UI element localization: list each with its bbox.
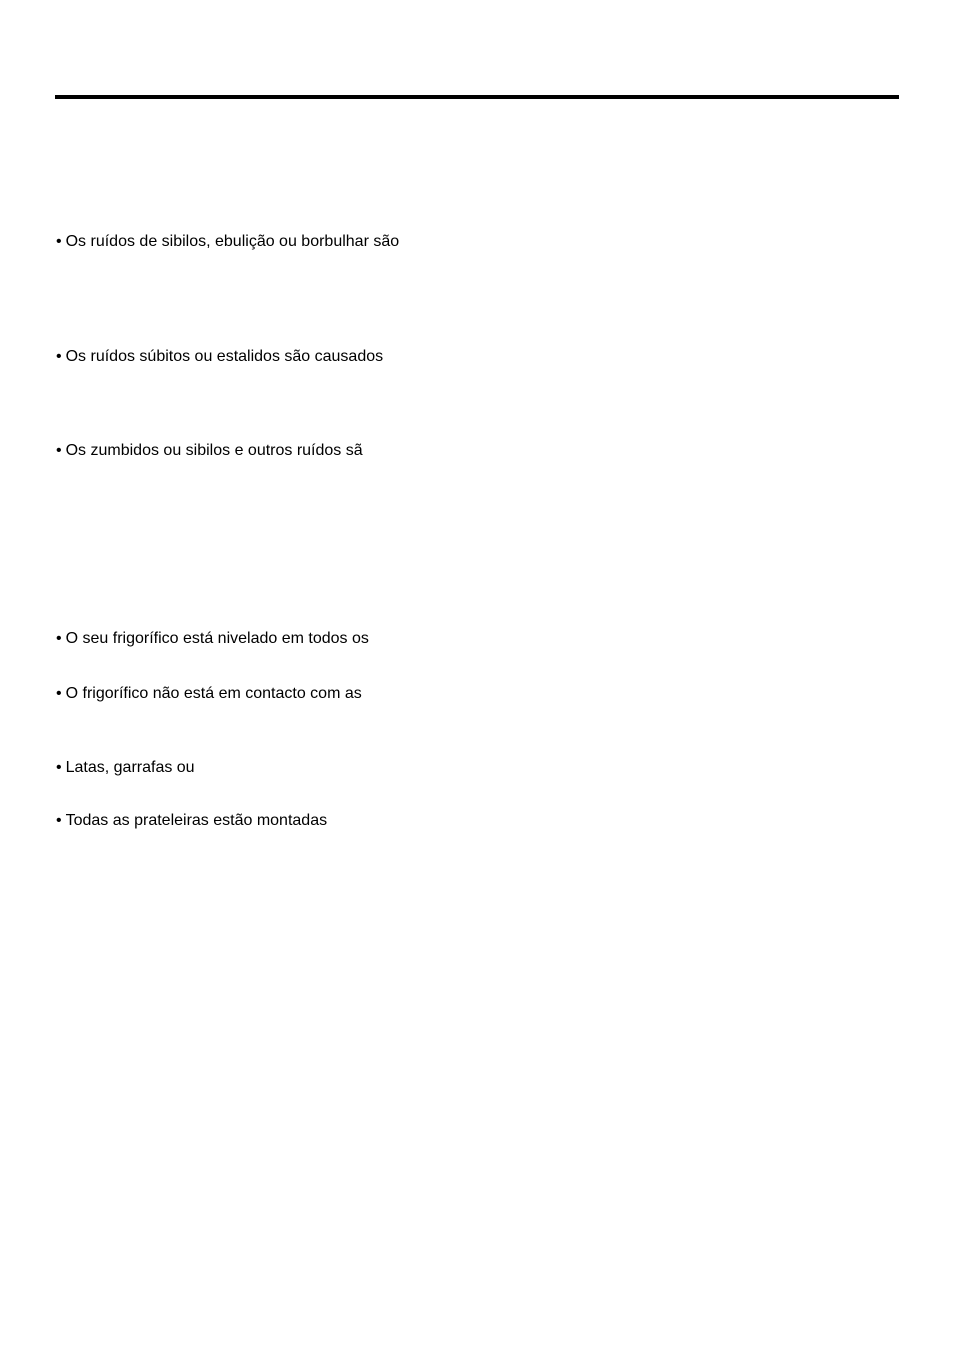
header-rule [55,95,899,99]
list-item [56,629,369,649]
list-item-text: Os zumbidos ou sibilos e outros ruídos sã [65,442,363,459]
list-item-text: Os ruídos de sibilos, ebulição ou borbulhar são [65,233,400,250]
bullet-icon: • [56,685,62,702]
list-item [56,347,383,367]
bullet-icon: • [56,812,62,829]
bullet-icon: • [56,759,62,776]
list-item-text: O frigorífico não está em contacto com as [65,685,362,702]
list-item-text: Os ruídos súbitos ou estalidos são causados [65,348,384,365]
list-item-text: Todas as prateleiras estão montadas [65,812,328,829]
list-item-text: O seu frigorífico está nivelado em todos os [65,630,369,647]
bullet-icon: • [56,348,62,365]
list-item [56,441,363,461]
bullet-icon: • [56,442,62,459]
list-item-text: Latas, garrafas ou [65,759,195,776]
list-item [56,811,327,831]
bullet-icon: • [56,630,62,647]
list-item [56,684,362,704]
list-item [56,232,399,252]
list-item [56,758,195,778]
bullet-icon: • [56,233,62,250]
